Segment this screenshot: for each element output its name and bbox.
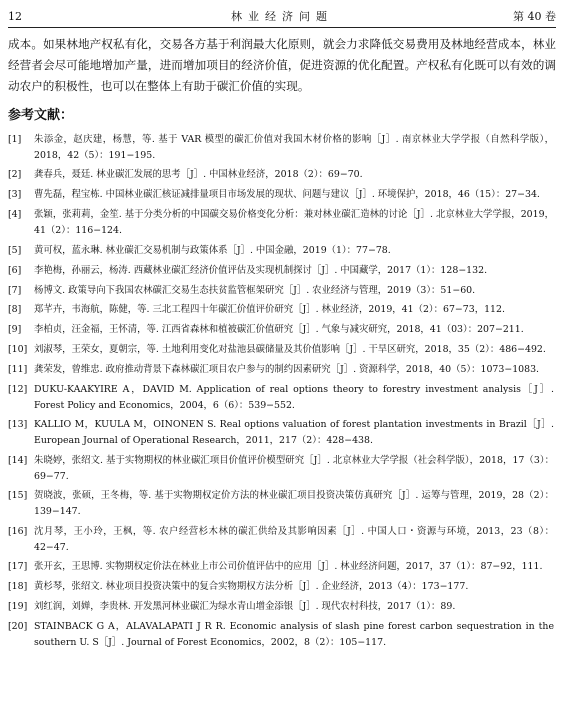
header-rule (8, 27, 556, 28)
reference-text: 曹先磊，程宝栋. 中国林业碳汇核证减排量项目市场发展的现状、问题与建议［J］. 环境保护，2018，46（15）：27−34. (34, 189, 540, 201)
reference-number: [14] (8, 454, 28, 466)
reference-list (8, 132, 554, 650)
reference-number: [19] (8, 601, 28, 613)
reference-item (8, 243, 554, 259)
reference-item (8, 187, 554, 203)
reference-item (8, 167, 554, 183)
reference-item (8, 524, 554, 555)
reference-text: STAINBACK G A，ALAVALAPATI J R R. Economic analysis of slash pine forest carbon sequestration in the southern U. S［J］. Journal of Forest Economics，2002，8（2）：105−117. (34, 621, 554, 648)
volume-label: 第 40 卷 (513, 10, 556, 23)
reference-number: [16] (8, 525, 28, 537)
reference-number: [6] (8, 264, 22, 276)
reference-text: 张颖，张莉莉，金笙. 基于分类分析的中国碳交易价格变化分析：兼对林业碳汇造林的讨论［J］. 北京林业大学学报，2019，41（2）：116−124. (34, 209, 554, 236)
reference-number: [4] (8, 209, 22, 221)
reference-number: [3] (8, 189, 22, 201)
reference-number: [11] (8, 364, 28, 376)
reference-text: 李柏贞，汪金福，王怀清，等. 江西省森林和植被碳汇价值研究［J］. 气象与减灾研究，2018，41（03）：207−211. (34, 324, 524, 336)
reference-item (8, 579, 554, 595)
reference-number: [17] (8, 561, 28, 573)
reference-text: DUKU-KAAKYIRE A，DAVID M. Application of real options theory to forestry investment analysis［J］. Forest Policy and Economics，2004，6（6）：539−552. (34, 383, 554, 411)
reference-text: 黄杉琴，张绍文. 林业项目投资决策中的复合实物期权方法分析［J］. 企业经济，2013（4）：173−177. (34, 581, 469, 593)
reference-item (8, 263, 554, 279)
reference-item (8, 619, 554, 650)
reference-number: [9] (8, 324, 22, 336)
reference-item (8, 283, 554, 299)
reference-item (8, 453, 554, 484)
reference-item (8, 599, 554, 615)
reference-number: [5] (8, 244, 22, 256)
reference-text: KALLIO M，KUULA M，OINONEN S. Real options valuation of forest plantation investments in Brazil［J］. European Journal of Operational Research，2011，217（2）：428−438. (34, 419, 554, 447)
reference-number: [12] (8, 383, 28, 395)
reference-text: 张开玄，王思博. 实物期权定价法在林业上市公司价值评估中的应用［J］. 林业经济问题，2017，37（1）：87−92，111. (34, 561, 543, 573)
reference-item (8, 417, 554, 448)
reference-text: 刘红润，刘婵，李贵林. 开发黑河林业碳汇为绿水青山增金添银［J］. 现代农村科技，2017（1）：89. (34, 601, 456, 613)
reference-item (8, 488, 554, 519)
reference-text: 龚春兵，聂廷. 林业碳汇发展的思考［J］. 中国林业经济，2018（2）：69−70. (34, 169, 363, 181)
reference-text: 李艳梅，孙丽云，杨涛. 西藏林业碳汇经济价值评估及实现机制探讨［J］. 中国藏学，2017（1）：128−132. (34, 264, 488, 276)
reference-number: [18] (8, 581, 28, 593)
body-paragraph: 成本。如果林地产权私有化，交易各方基于利润最大化原则，就会力求降低交易费用及林地经营成本，林业经营者会尽可能地增加产量，进而增加项目的经济价值，促进资源的优化配置。产权私有化既可以有效的调动农户的积极性，也可以在整体上有助于碳汇价值的实现。 (8, 37, 556, 93)
reference-number: [8] (8, 304, 22, 316)
reference-text: 朱晓婷，张绍文. 基于实物期权的林业碳汇项目价值评价模型研究［J］. 北京林业大学学报（社会科学版），2018，17（3）：69−77. (34, 454, 554, 482)
reference-item (8, 322, 554, 338)
reference-text: 黄可权，蓝永琳. 林业碳汇交易机制与政策体系［J］. 中国金融，2019（1）：77−78. (34, 244, 391, 256)
reference-text: 贺晓波，张硕，王冬梅，等. 基于实物期权定价方法的林业碳汇项目投资决策仿真研究［J］. 运筹与管理，2019，28（2）：139−147. (34, 490, 554, 518)
reference-text: 朱添金，赵庆建，杨慧，等. 基于 VAR 模型的碳汇价值对我国木材价格的影响［J］. 南京林业大学学报（自然科学版），2018，42（5）：191−195. (34, 134, 554, 161)
reference-item (8, 362, 554, 378)
reference-number: [1] (8, 134, 22, 145)
running-header (8, 8, 556, 26)
reference-item (8, 559, 554, 575)
reference-text: 郑芊卉，韦海航，陈健，等. 三北工程四十年碳汇价值评价研究［J］. 林业经济，2019，41（2）：67−73，112. (34, 304, 505, 316)
reference-number: [10] (8, 344, 28, 356)
reference-number: [7] (8, 284, 22, 296)
reference-text: 杨博文. 政策导向下我国农林碳汇交易生态扶贫监管框架研究［J］. 农业经济与管理，2019（3）：51−60. (34, 284, 476, 296)
reference-text: 龚荣发，曾维忠. 政府推动背景下森林碳汇项目农户参与的制约因素研究［J］. 资源科学，2018，40（5）：1073−1083. (34, 364, 540, 376)
reference-text: 沈月琴，王小玲，王枫，等. 农户经营杉木林的碳汇供给及其影响因素［J］. 中国人口・资源与环境，2013，23（8）：42−47. (34, 525, 554, 553)
page-number: 12 (8, 10, 22, 23)
reference-number: [13] (8, 419, 28, 431)
reference-item (8, 132, 554, 163)
reference-item (8, 342, 554, 358)
references-title: 参考文献： (8, 108, 74, 123)
reference-item (8, 207, 554, 238)
reference-item (8, 382, 554, 413)
reference-number: [20] (8, 621, 28, 633)
reference-item (8, 302, 554, 318)
reference-text: 刘淑琴，王荣女，夏朝宗，等. 土地利用变化对盐池县碳储量及其价值影响［J］. 干旱区研究，2018，35（2）：486−492. (34, 344, 546, 356)
journal-title: 林业经济问题 (231, 10, 333, 23)
reference-number: [2] (8, 169, 22, 181)
reference-number: [15] (8, 490, 28, 502)
